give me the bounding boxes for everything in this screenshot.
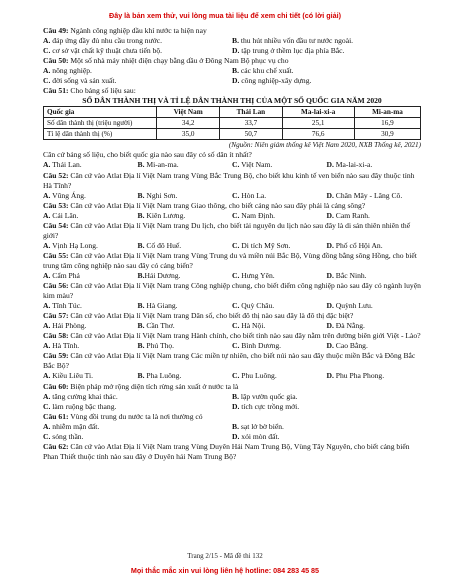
option-c[interactable]: C. Hưng Yên.: [232, 270, 275, 280]
question-54: Câu 54: Căn cứ vào Atlat Địa lí Việt Nam trang Du lịch, cho biết tài nguyên du lịch nào sau đây là di sản thiên nhiên thế giới?: [43, 220, 411, 240]
option-a[interactable]: A. Cái Lân.: [43, 210, 79, 220]
option-c[interactable]: C. Phu Luông.: [232, 371, 277, 381]
option-c[interactable]: C. làm ruộng bậc thang.: [43, 401, 117, 411]
table-cell: 33,7: [220, 118, 282, 129]
table-source: (Nguồn: Niên giám thống kê Việt Nam 2020, NXB Thống kê, 2021): [228, 141, 421, 150]
question-options: [43, 422, 421, 432]
table-cell: 30,9: [354, 129, 420, 140]
question-58: Câu 58: Căn cứ vào Atlat Địa lí Việt Nam trang Hành chính, cho biết tỉnh nào sau đây nằm trên đường biên giới Việt - Lào?: [43, 331, 421, 341]
hotline-footer: Mọi thắc mắc xin vui lòng liên hệ hotline: 084 283 45 85: [130, 566, 320, 575]
option-d[interactable]: D. Quỳnh Lưu.: [326, 301, 373, 311]
option-d[interactable]: D. Bắc Ninh.: [326, 270, 367, 280]
table-title: SỐ DÂN THÀNH THỊ VÀ TỈ LỆ DÂN THÀNH THỊ CỦA MỘT SỐ QUỐC GIA NĂM 2020: [82, 96, 382, 106]
option-a[interactable]: A. Kiều Liêu Ti.: [43, 371, 94, 381]
question-49: Câu 49: Ngành công nghiệp dầu khí nước ta hiện nay: [43, 26, 207, 35]
option-b[interactable]: B. Mi-an-ma.: [137, 160, 179, 170]
option-b[interactable]: B. Hà Giang.: [137, 301, 178, 311]
question-options: [43, 321, 421, 331]
question-options: [43, 432, 421, 442]
question-56: Câu 56: Căn cứ vào Atlat Địa lí Việt Nam trang Công nghiệp chung, cho biết điểm công nghiệp nào sau đây có ngành luyện kim màu?: [43, 281, 421, 301]
question-49-options-2: [43, 46, 421, 56]
option-b[interactable]: B. sạt lở bờ biển.: [232, 421, 284, 431]
table-cell: 25,1: [282, 118, 354, 129]
question-62: Câu 62: Căn cứ vào Atlat Địa lí Việt Nam trang Vùng Duyên Hải Nam Trung Bộ, Vùng Tây Nguyên, cho biết cảng biển Phan Thiết thuộc tỉnh nào sau đây ở Duyên hải Nam Trung Bộ?: [43, 441, 410, 461]
option-d[interactable]: D. Phố cổ Hội An.: [326, 240, 383, 250]
page-number: Trang 2/15 - Mã đề thi 132: [187, 552, 263, 560]
option-b[interactable]: B. Phú Thọ.: [137, 341, 175, 351]
option-c[interactable]: C. sóng thần.: [43, 431, 84, 441]
option-b[interactable]: B. Pha Luông.: [137, 371, 182, 381]
question-50-options: [43, 66, 421, 76]
option-b[interactable]: B. Nghi Sơn.: [137, 190, 178, 200]
option-d[interactable]: D. Đà Nẵng.: [326, 321, 365, 331]
preview-notice-banner: Đây là bản xem thử, vui lòng mua tài liệu để xem chi tiết (có lời giải): [109, 11, 341, 20]
option-b[interactable]: B. Cần Thơ.: [137, 321, 175, 331]
option-a[interactable]: A. Thái Lan.: [43, 160, 82, 170]
option-d[interactable]: D. Phu Pha Phong.: [326, 371, 385, 381]
table-row: [44, 129, 421, 140]
question-55: Câu 55: Căn cứ vào Atlat Địa lí Việt Nam trang Vùng Trung du và miền núi Bắc Bộ, Vùng đồng bằng sông Hồng, cho biết trung tâm công nghiệp nào sau đây có cảng biển?: [43, 250, 417, 270]
table-header-cell: Việt Nam: [157, 107, 220, 118]
question-options: [43, 301, 421, 311]
question-57: Câu 57: Căn cứ vào Atlat Địa lí Việt Nam trang Dân số, cho biết đô thị nào sau đây là đô thị đặc biệt?: [43, 311, 354, 321]
option-a[interactable]: A. Vịnh Hạ Long.: [43, 240, 98, 250]
question-50-options-2: [43, 76, 421, 86]
table-header-cell: Mi-an-ma: [354, 107, 420, 118]
question-60: Câu 60: Biện pháp mở rộng diện tích rừng sản xuất ở nước ta là: [43, 381, 239, 391]
question-options: [43, 402, 421, 412]
option-c[interactable]: C. đời sống và sản xuất.: [43, 76, 117, 86]
question-options: [43, 191, 421, 201]
table-header-row: [44, 107, 421, 118]
option-a[interactable]: A. Hải Phòng.: [43, 321, 87, 331]
table-cell: 76,6: [282, 129, 354, 140]
question-61: Câu 61: Vùng đồi trung du nước ta là nơi thường có: [43, 411, 203, 421]
option-c[interactable]: C. Nam Định.: [232, 210, 276, 220]
option-a[interactable]: A. tăng cường khai thác.: [43, 391, 118, 401]
table-header-cell: Quốc gia: [44, 107, 157, 118]
question-content: [43, 26, 421, 462]
option-c[interactable]: C. Quỳ Châu.: [232, 301, 275, 311]
question-list-c: [43, 382, 421, 442]
option-c[interactable]: C. cơ sở vật chất kỹ thuật chưa tiến bộ.: [43, 46, 163, 56]
option-b[interactable]: B.Hải Dương.: [137, 270, 181, 280]
option-a[interactable]: A. đáp ứng đầy đủ nhu cầu trong nước.: [43, 36, 162, 46]
question-options: [43, 371, 421, 381]
data-table: [43, 106, 421, 140]
table-cell: 35,0: [157, 129, 220, 140]
option-c[interactable]: C. Bình Dương.: [232, 341, 282, 351]
question-list-b: [43, 171, 421, 382]
option-b[interactable]: B. thu hút nhiều vốn đầu tư nước ngoài.: [232, 36, 354, 46]
table-header-cell: Thái Lan: [220, 107, 282, 118]
option-c[interactable]: C. Di tích Mỹ Sơn.: [232, 240, 291, 250]
question-59: Câu 59: Căn cứ vào Atlat Địa lí Việt Nam trang Các miền tự nhiên, cho biết núi nào sau đây thuộc miền Bắc và Đông Bắc Bắc Bộ?: [43, 351, 416, 371]
option-b[interactable]: B. Cố đô Huế.: [137, 240, 182, 250]
question-52: Câu 52: Căn cứ vào Atlat Địa lí Việt Nam trang Vùng Bắc Trung Bộ, cho biết khu kinh tế ven biển nào sau đây thuộc tỉnh Hà Tĩnh?: [43, 170, 415, 190]
question-options: [43, 392, 421, 402]
table-cell: 16,9: [354, 118, 420, 129]
option-c[interactable]: C. Việt Nam.: [232, 160, 273, 170]
table-header-cell: Ma-lai-xi-a: [282, 107, 354, 118]
question-53: Câu 53: Căn cứ vào Atlat Địa lí Việt Nam trang Giao thông, cho biết cảng nào sau đây phải là cảng sông?: [43, 200, 366, 210]
option-d[interactable]: D. Ma-lai-xi-a.: [326, 160, 373, 170]
table-cell: 34,2: [157, 118, 220, 129]
question-options: [43, 241, 421, 251]
table-row: [44, 118, 421, 129]
table-cell: 50,7: [220, 129, 282, 140]
option-a[interactable]: A. nhiễm mặn đất.: [43, 421, 100, 431]
question-50: Câu 50: Một số nhà máy nhiệt điện chạy bằng dầu ở Đông Nam Bộ phục vụ cho: [43, 56, 289, 66]
question-51-options: [43, 160, 421, 170]
option-c[interactable]: C. Hà Nội.: [232, 321, 266, 331]
option-d[interactable]: D. Cao Bằng.: [326, 341, 368, 351]
question-options: [43, 341, 421, 351]
option-d[interactable]: D. tích cực trồng mới.: [232, 401, 300, 411]
option-d[interactable]: D. tập trung ở thềm lục địa phía Bắc.: [232, 46, 345, 56]
option-a[interactable]: A. Tĩnh Túc.: [43, 301, 82, 311]
table-cell: Tỉ lệ dân thành thị (%): [44, 129, 157, 140]
question-51-prompt: Căn cứ bảng số liệu, cho biết quốc gia nào sau đây có số dân ít nhất?: [43, 150, 252, 160]
option-a[interactable]: A. nông nghiệp.: [43, 66, 92, 76]
table-cell: Số dân thành thị (triệu người): [44, 118, 157, 129]
option-d[interactable]: D. Cam Ranh.: [326, 210, 370, 220]
option-d[interactable]: D. Chân Mây - Lăng Cô.: [326, 190, 403, 200]
option-b[interactable]: B. Kiên Lương.: [137, 210, 186, 220]
option-a[interactable]: A. Cẩm Phả: [43, 270, 80, 280]
option-d[interactable]: D. công nghiệp-xây dựng.: [232, 76, 312, 86]
option-c[interactable]: C. Hòn La.: [232, 190, 267, 200]
option-d[interactable]: D. xói mòn đất.: [232, 431, 280, 441]
option-b[interactable]: B. các khu chế xuất.: [232, 66, 294, 76]
question-49-options: [43, 36, 421, 46]
question-51: Câu 51: Cho bảng số liệu sau:: [43, 86, 136, 96]
option-a[interactable]: A. Hà Tĩnh.: [43, 341, 80, 351]
question-options: [43, 271, 421, 281]
option-b[interactable]: B. lập vườn quốc gia.: [232, 391, 298, 401]
option-a[interactable]: A. Vũng Áng.: [43, 190, 86, 200]
question-options: [43, 211, 421, 221]
